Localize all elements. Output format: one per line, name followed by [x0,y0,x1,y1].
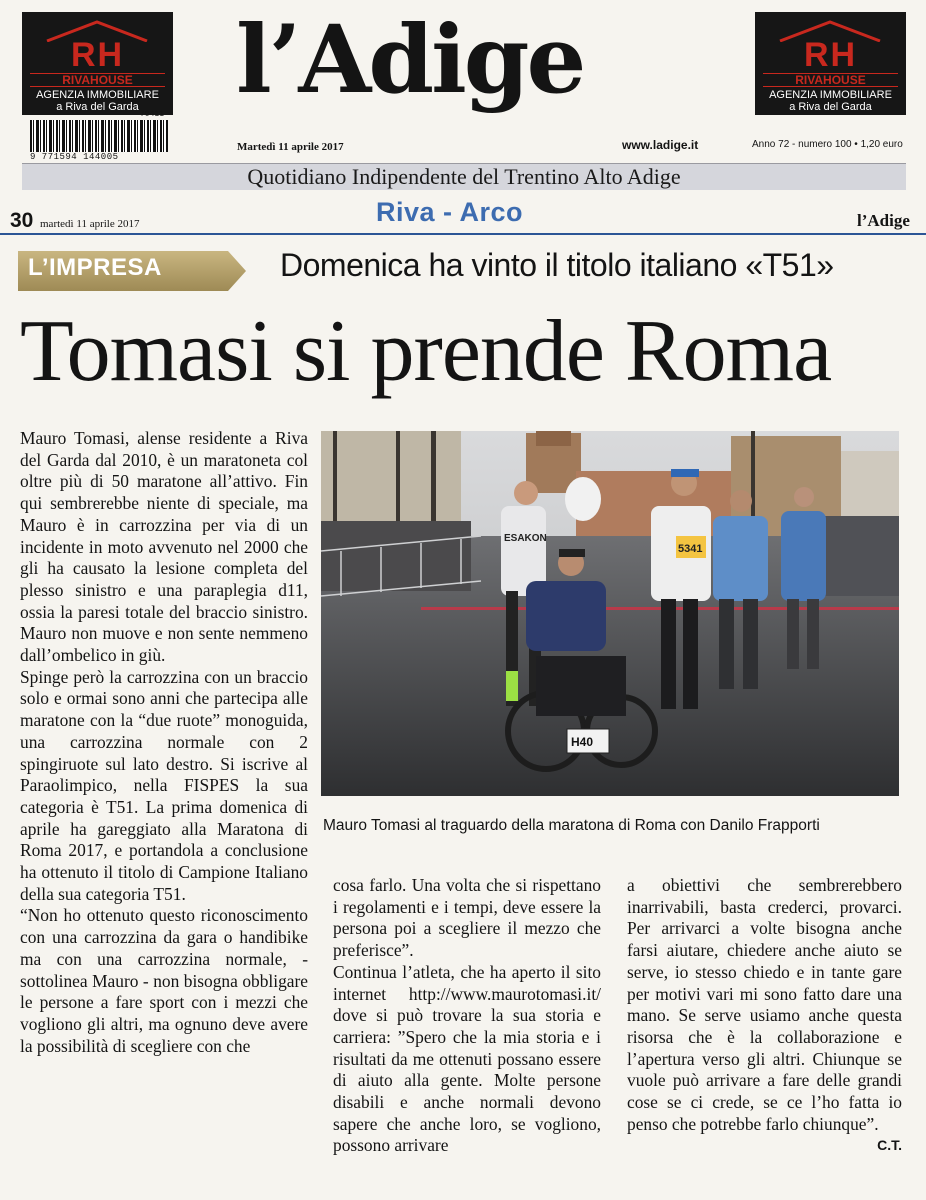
paragraph: “Non ho ottenuto questo riconoscimento con una carrozzina da gara o handibike ma con una carrozzina normale, - sottolinea Mauro - non bisogna obbligare le persone a fare sport con i mezzi che vogliono gli altri, ma ognuno deve avere la possibilità di scegliere con che [20,905,308,1056]
paragraph-text: a obiettivi che sembrerebbero inarrivabili, basta crederci, provarci. Per arrivarci a volte bisogna anche farsi aiutare, chiedere anche aiuto se serve, io stesso chiedo e in tante gare per motivi vari mi sono fatto dare una mano. Se serve usiamo anche questa risorsa che è la collaborazione e l’apertura verso gli altri. Chiunque se vuole può arrivare a fare delle grandi cose se ci crede, se ce l’ho fatta io penso che potrebbe farlo chiunque”. [627,875,902,1134]
ad-rivahouse-left [22,12,173,115]
paragraph: Continua l’atleta, che ha aperto il sito internet http://www.maurotomasi.it/ dove si può trovare la sua storia e carriera: ”Spero che la mia storia e i risultati da me ottenuti possano essere di aiuto alla gente. Molte persone disabili e anche normali devono sapere che anche loro, se vogliono, possono arrivare [333,961,601,1156]
ad-brand: RIVAHOUSE [763,73,898,87]
article-photo [321,431,899,796]
ad-logo: RH [70,36,125,74]
paragraph: cosa farlo. Una volta che si rispettano i regolamenti e i tempi, deve essere la persona poi a scegliere il mezzo che preferisce”. [333,875,601,961]
barcode-bars [30,120,168,152]
ad-line1: AGENZIA IMMOBILIARE [769,89,892,101]
masthead-date: Martedì 11 aprile 2017 [237,141,344,153]
ad-line1: AGENZIA IMMOBILIARE [36,89,159,101]
page-header-rule [0,233,926,235]
photo-bib-esakon: ESAKON [504,533,547,544]
kicker-label: L’IMPRESA [28,254,162,281]
barcode [30,110,170,162]
masthead-url: www.ladige.it [622,138,699,152]
photo-bib-5341: 5341 [678,543,703,555]
ad-line2: a Riva del Garda [789,101,872,113]
photo-caption: Mauro Tomasi al traguardo della maratona di Roma con Danilo Frapporti [323,817,820,834]
article-column-2 [333,875,601,1157]
page-date: martedì 11 aprile 2017 [40,218,140,230]
ad-line2: a Riva del Garda [56,101,139,113]
barcode-number: 9 771594 144005 [30,152,119,162]
article-headline: Tomasi si prende Roma [20,303,832,400]
paragraph: Spinge però la carrozzina con un braccio solo e ormai sono anni che partecipa alle maratone con la “due ruote” monoguida, una carrozzina normale con 2 spingiruote sul lato destro. Si iscrive al Paraolimpico, nella FISPES la sua categoria è T51. La prima domenica di aprile ha gareggiato alla Maratona di Roma 2017, e portandola a conclusione ha ottenuto il titolo di Campione Italiano della sua categoria T51. [20,666,308,904]
ad-logo: RH [803,36,858,74]
article-column-3 [627,875,902,1157]
author-signature: C.T. [877,1137,902,1154]
tagline: Quotidiano Indipendente del Trentino Alto Adige [247,164,681,189]
photo-bib-h40: H40 [571,735,594,749]
newspaper-masthead: l’Adige [236,5,584,115]
ad-brand: RIVAHOUSE [30,73,165,87]
masthead-issue: Anno 72 - numero 100 • 1,20 euro [752,139,903,150]
tagline-bar [22,163,906,190]
section-title: Riva - Arco [376,197,524,227]
page-brand: l’Adige [857,211,910,230]
article-column-1 [20,428,308,1057]
paragraph: Mauro Tomasi, alense residente a Riva del Garda dal 2010, è un maratoneta col oltre più di 50 maratone all’attivo. Fin qui sembrerebbe niente di speciale, ma Mauro è in carrozzina per via di un incidente in moto avvenuto nel 2000 che gli ha causato la lesione completa del plesso sinistro e una paraplegia d11, ossia la paresi totale del braccio sinistro. Mauro non muove e non sente nemmeno dall’ombelico in giù. [20,428,308,666]
paragraph [627,875,902,1154]
barcode-issue-code: 70411 [140,110,165,119]
page-number: 30 [10,209,34,232]
marathon-finish-photo [321,431,899,796]
article-subhead: Domenica ha vinto il titolo italiano «T51» [280,247,834,283]
ad-rivahouse-right [755,12,906,115]
